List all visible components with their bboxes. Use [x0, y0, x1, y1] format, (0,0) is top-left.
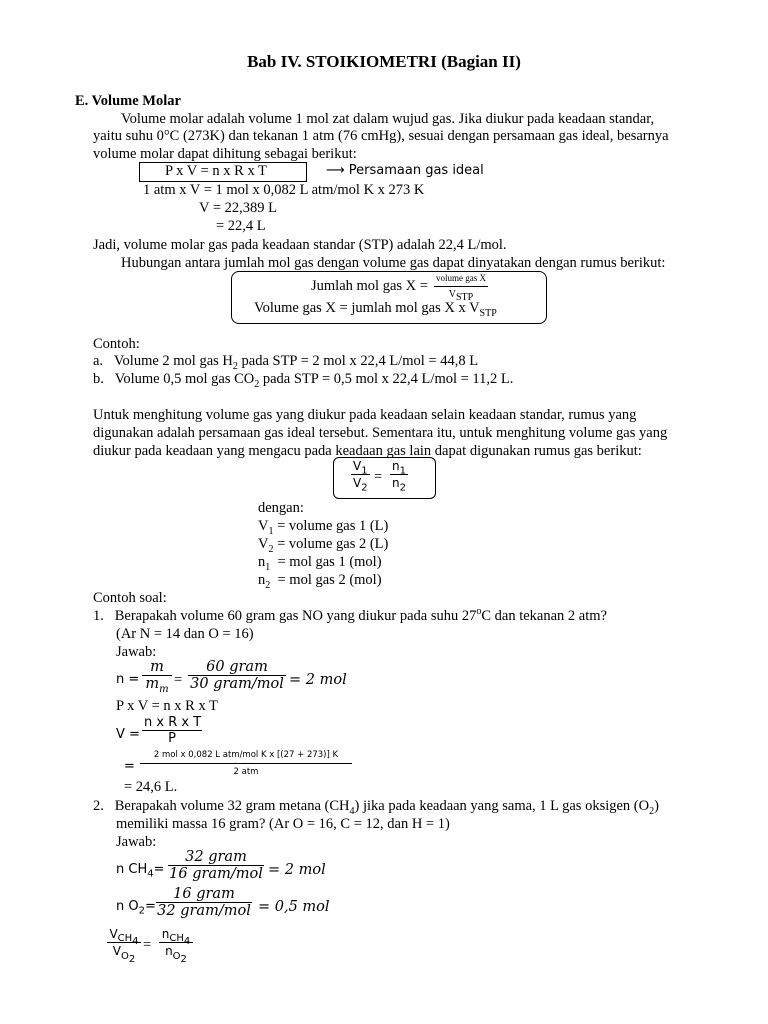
- paragraph-line: digunakan adalah persamaan gas ideal tersebut. Sementara itu, untuk menghitung volume gas yang: [93, 425, 668, 441]
- paragraph-line: yaitu suhu 0°C (273K) dan tekanan 1 atm (76 cmHg), sesuai dengan persamaan gas ideal, besarnya: [93, 128, 669, 144]
- n-ratio: $\frac{n_1}{n_2}$: [392, 459, 406, 494]
- question-2-line2: memiliki massa 16 gram? (Ar O = 16, C = 12, dan H = 1): [116, 816, 450, 832]
- relation-text: Hubungan antara jumlah mol gas dengan volume gas dapat dinyatakan dengan rumus berikut:: [121, 255, 666, 271]
- v-ch4-o2-ratio: $V_{CH_4}$ $V_{O_2}$: [107, 927, 141, 960]
- n-ch4-result: = 2 mol: [268, 862, 326, 878]
- formula-volume: Volume gas X = jumlah mol gas X x $V_{STP}$: [254, 300, 497, 319]
- page-title: Bab IV. STOIKIOMETRI (Bagian II): [247, 52, 521, 71]
- section-heading: E. Volume Molar: [75, 93, 181, 109]
- ideal-gas-note: ⟶ Persamaan gas ideal: [326, 163, 484, 178]
- equation-line: = 22,4 L: [216, 218, 266, 234]
- jawab-label: Jawab:: [116, 834, 157, 850]
- equals-sign: =: [124, 759, 135, 774]
- equation-line: 1 atm x V = 1 mol x 0,082 L atm/mol K x 273 K: [143, 182, 425, 198]
- v-ratio: $\frac{V_1}{V_2}$: [353, 459, 368, 494]
- formula-left: Jumlah mol gas X =: [311, 278, 428, 294]
- definition-v2: $V_2$ = volume gas 2 (L): [258, 536, 389, 555]
- mol-result: = 2 mol: [289, 672, 347, 688]
- v-left: V =: [116, 727, 140, 742]
- n-left: n =: [116, 672, 140, 687]
- formula-fraction: volume gas X $V_{STP}$: [436, 273, 486, 303]
- n-o2-left: n $O_2=$: [116, 899, 156, 917]
- gas-ratio-formula-box: [333, 457, 436, 499]
- n-ch4-o2-ratio: $n_{CH_4}$ $n_{O_2}$: [159, 927, 193, 960]
- contoh-soal-label: Contoh soal:: [93, 590, 167, 606]
- example-b: b. Volume 0,5 mol gas $CO_2$ pada STP = 0,5 mol x 22,4 L/mol = 11,2 L.: [93, 371, 514, 390]
- paragraph-line: Untuk menghitung volume gas yang diukur pada keadaan selain keadaan standar, rumus yang: [93, 407, 637, 423]
- n-ch4-fraction: 32 gram 16 gram/mol: [169, 849, 263, 882]
- jawab-label: Jawab:: [116, 644, 157, 660]
- ideal-gas-equation: P x V = n x R x T: [165, 163, 267, 179]
- pv-equation: P x V = n x R x T: [116, 698, 218, 714]
- contoh-label: Contoh:: [93, 336, 140, 352]
- dengan-label: dengan:: [258, 500, 304, 516]
- n-ch4-left: n $CH_4=$: [116, 862, 165, 880]
- conclusion-text: Jadi, volume molar gas pada keadaan standar (STP) adalah 22,4 L/mol.: [93, 237, 507, 253]
- n-o2-fraction: 16 gram 32 gram/mol: [157, 886, 251, 919]
- equals-sign: =: [374, 469, 383, 485]
- question-1-given: (Ar N = 14 dan O = 16): [116, 626, 254, 642]
- n-o2-result: = 0,5 mol: [258, 899, 330, 915]
- calc-fraction: 2 mol x 0,082 L atm/mol K x [(27 + 273)] K 2 atm: [140, 748, 352, 780]
- gram-fraction: 60 gram 30 gram/mol: [188, 660, 286, 692]
- equals-sign: =: [143, 937, 152, 953]
- m-fraction: $\frac{m}{m_m}$: [142, 660, 172, 692]
- paragraph-line: diukur pada keadaan yang mengacu pada keadaan gas lain dapat digunakan rumus gas berikut:: [93, 443, 642, 459]
- equals-sign: =: [174, 672, 183, 688]
- question-1: 1. Berapakah volume 60 gram gas NO yang diukur pada suhu 27$^o$C dan tekanan 2 atm?: [93, 606, 607, 624]
- definition-n1: $n_1$ = mol gas 1 (mol): [258, 554, 382, 573]
- v-fraction: $\frac{\text{n x R x T}}{P}$: [144, 715, 202, 746]
- paragraph-line: Volume molar adalah volume 1 mol zat dalam wujud gas. Jika diukur pada keadaan standar,: [121, 111, 655, 127]
- example-a: a. Volume 2 mol gas $H_2$ pada STP = 2 mol x 22,4 L/mol = 44,8 L: [93, 353, 479, 372]
- paragraph-line: volume molar dapat dihitung sebagai berikut:: [93, 146, 357, 162]
- equation-line: V = 22,389 L: [199, 200, 277, 216]
- definition-n2: $n_2$ = mol gas 2 (mol): [258, 572, 382, 591]
- question-2: 2. Berapakah volume 32 gram metana $(CH_4)$ jika pada keadaan yang sama, 1 L gas oksigen $(O_2)$: [93, 798, 659, 817]
- definition-v1: $V_1$ = volume gas 1 (L): [258, 518, 389, 537]
- final-result: = 24,6 L.: [124, 779, 178, 795]
